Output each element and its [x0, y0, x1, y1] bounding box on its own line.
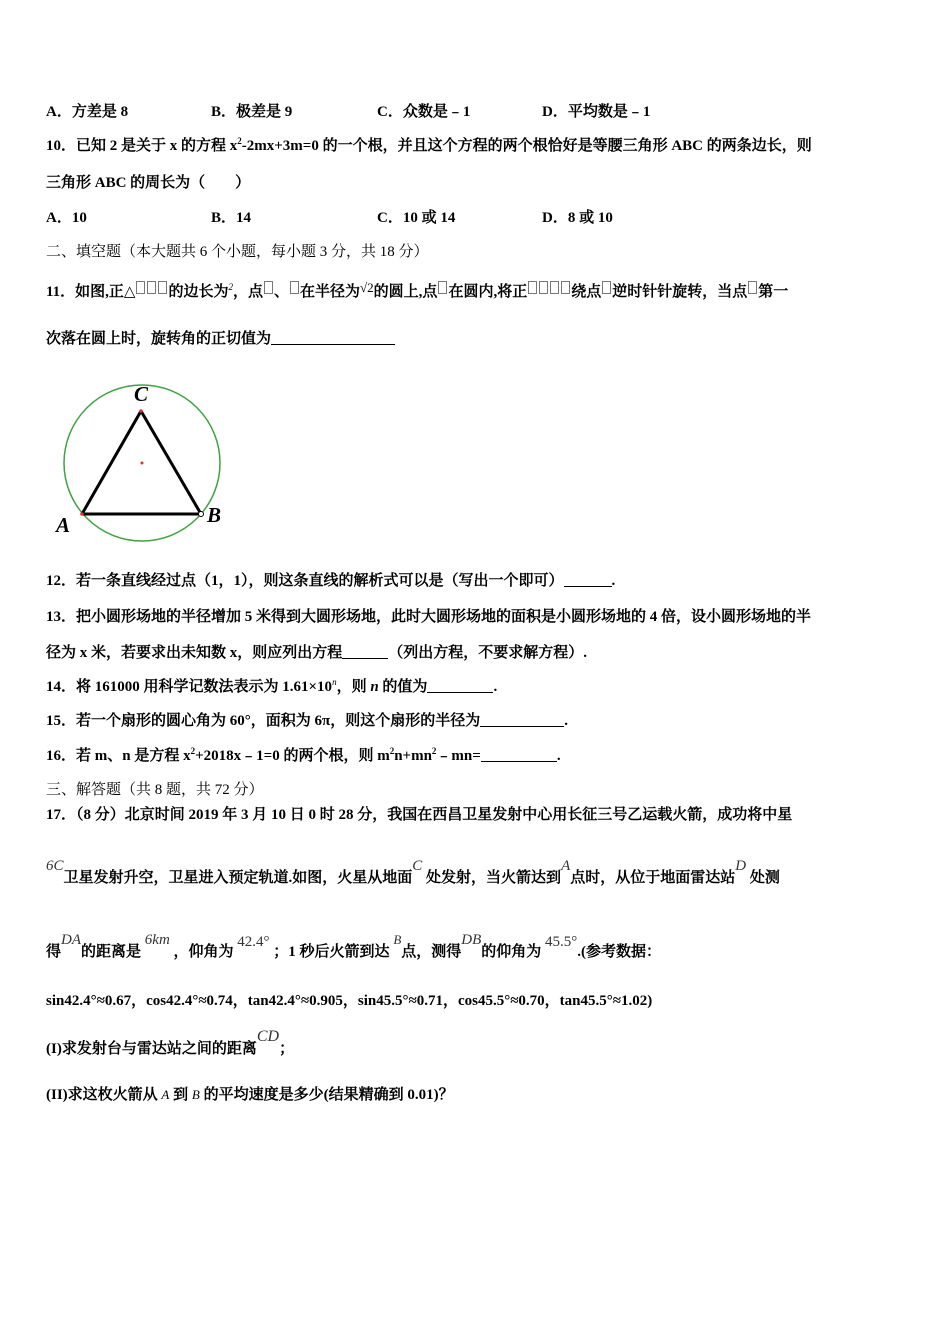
q9-option-b: B．极差是 9	[211, 104, 293, 120]
q17-t2d: 处测	[749, 870, 780, 886]
q16-a: 16．若 m、n 是方程 x	[46, 748, 191, 764]
q13-line2	[46, 644, 587, 662]
q17-t3f: 的仰角为	[481, 944, 542, 960]
q13-line1: 13．把小圆形场地的半径增加 5 米得到大圆形场地，此时大圆形场地的面积是小圆形场地的 4 倍，设小圆形场地的半	[46, 609, 812, 625]
q11-t2: 的边长为	[168, 284, 229, 300]
point-b	[199, 512, 204, 517]
q11-t9: 逆时针针旋转，当点	[612, 284, 748, 300]
placeholder-box	[290, 281, 299, 294]
q17-t3d: ；1 秒后火箭到达	[273, 944, 390, 960]
math-db: DB	[461, 932, 482, 948]
math-6km: 6km	[144, 932, 170, 948]
q17-t2b: 处发射，当火箭达到	[426, 870, 562, 886]
placeholder-box	[748, 281, 757, 294]
q15	[46, 712, 568, 730]
q11-t3: ，点	[232, 284, 263, 300]
q11-t6: 的圆上,点	[373, 284, 438, 300]
q14-b: ，则	[336, 679, 367, 695]
q16-end: .	[556, 748, 561, 764]
placeholder-box	[264, 281, 273, 294]
q17-p2b: 到	[173, 1087, 189, 1103]
q11-t5: 在半径为	[300, 284, 361, 300]
answer-blank[interactable]	[342, 644, 388, 659]
q13-line2b: （列出方程，不要求解方程）.	[388, 645, 588, 661]
math-cd: CD	[256, 1028, 280, 1045]
placeholder-box	[147, 281, 156, 294]
point-c	[139, 409, 143, 413]
q11-t8: 绕点	[571, 284, 602, 300]
label-b: B	[207, 503, 222, 527]
q11-t4: 、	[274, 284, 290, 300]
q11-side-value: 2	[228, 282, 233, 292]
q16-d: ﹣mn=	[436, 748, 481, 764]
q14-end: .	[493, 679, 498, 695]
q14-n: n	[370, 679, 379, 695]
q10-text-1: 10．已知 2 是关于 x 的方程 x	[46, 138, 238, 154]
q12	[46, 572, 615, 590]
q16-b: +2018x﹣1=0 的两个根，则 m	[195, 748, 390, 764]
q11-t1: 11．如图,正△	[46, 284, 136, 300]
q17-t2a: 卫星发射升空，卫星进入预定轨道.如图，火星从地面	[63, 870, 413, 886]
placeholder-box	[136, 281, 145, 294]
math-d: D	[735, 858, 747, 874]
section-2-heading: 二、填空题（本大题共 6 个小题，每小题 3 分，共 18 分）	[46, 244, 429, 260]
q14-a: 14．将 161000 用科学记数法表示为 1.61×10	[46, 679, 333, 695]
q10-line1	[46, 137, 812, 155]
q11-radius: √2	[360, 280, 374, 295]
point-a	[80, 512, 84, 516]
q17-line1: 17．（8 分）北京时间 2019 年 3 月 10 日 0 时 28 分，我国在西昌卫星发射中心用长征三号乙运载火箭，成功将中星	[46, 807, 793, 823]
q16-sup1: 2	[190, 746, 196, 756]
label-c: C	[134, 382, 149, 406]
answer-blank[interactable]	[271, 330, 395, 345]
q11-line1	[46, 281, 788, 301]
math-b-2: B	[191, 1087, 200, 1102]
q10-line2: 三角形 ABC 的周长为（ ）	[46, 175, 251, 191]
q10-option-d: D．8 或 10	[542, 210, 613, 226]
q17-p2c: 的平均速度是多少(结果精确到 0.01)？	[203, 1087, 454, 1103]
q12-end: .	[611, 573, 616, 589]
q17-t3a: 得	[46, 944, 62, 960]
math-42-4: 42.4°	[237, 934, 270, 950]
q16-sup3: 2	[431, 746, 437, 756]
placeholder-box	[539, 281, 548, 294]
math-45-5: 45.5°	[545, 934, 578, 950]
math-6c: 6C	[46, 858, 64, 874]
q11-t10: 第一	[758, 284, 789, 300]
q14-sup: n	[332, 677, 337, 687]
section-3-heading: 三、解答题（共 8 题，共 72 分）	[46, 782, 264, 798]
q10-option-b: B．14	[211, 210, 252, 226]
center-point	[141, 462, 144, 465]
q10-option-c: C．10 或 14	[377, 210, 456, 226]
q17-p2a: (II)求这枚火箭从	[46, 1087, 158, 1103]
q13-line2a: 径为 x 米，若要求出未知数 x，则应列出方程	[46, 645, 343, 661]
q17-p1b: ；	[279, 1041, 295, 1057]
placeholder-box	[602, 281, 611, 294]
q17-t3e: 点，测得	[401, 944, 462, 960]
placeholder-box	[158, 281, 167, 294]
placeholder-box	[561, 281, 570, 294]
q9-option-c: C．众数是﹣1	[377, 104, 471, 120]
math-a: A	[561, 858, 571, 874]
q14	[46, 678, 497, 696]
answer-blank[interactable]	[564, 572, 612, 587]
label-a: A	[56, 513, 71, 537]
q17-ref-data: sin42.4°≈0.67，cos42.4°≈0.74，tan42.4°≈0.905，sin45.5°≈0.71，cos45.5°≈0.70，tan45.5°≈1.02)	[46, 993, 653, 1009]
q14-c: 的值为	[382, 679, 428, 695]
placeholder-box	[528, 281, 537, 294]
answer-blank[interactable]	[427, 678, 493, 693]
q17-line3	[46, 932, 662, 961]
placeholder-box	[550, 281, 559, 294]
math-a-2: A	[161, 1087, 170, 1102]
q16-sup2: 2	[389, 746, 395, 756]
q17-part2	[46, 1086, 454, 1104]
q17-t3g: .(参考数据：	[577, 944, 662, 960]
q15-text: 15．若一个扇形的圆心角为 60°，面积为 6π，则这个扇形的半径为	[46, 713, 481, 729]
q17-t3b: 的距离是	[81, 944, 142, 960]
q11-line2-text: 次落在圆上时，旋转角的正切值为	[46, 331, 272, 347]
q9-option-d: D．平均数是﹣1	[542, 104, 651, 120]
q11-t7: 在圆内,将正	[448, 284, 528, 300]
triangle-circle-figure	[50, 375, 240, 545]
q10-text-2: -2mx+3m=0 的一个根，并且这个方程的两个根恰好是等腰三角形 ABC 的两条边长，则	[241, 138, 812, 154]
placeholder-box	[438, 281, 447, 294]
q15-end: .	[564, 713, 568, 729]
q17-t3c: ，仰角为	[173, 944, 234, 960]
q17-p1a: (I)求发射台与雷达站之间的距离	[46, 1041, 257, 1057]
q17-t2c: 点时，从位于地面雷达站	[570, 870, 736, 886]
q10-option-a: A．10	[46, 210, 87, 226]
q17-line2	[46, 858, 780, 887]
q11-line2	[46, 330, 395, 348]
q16-c: n+mn	[394, 748, 432, 764]
math-b: B	[393, 932, 402, 947]
answer-blank[interactable]	[481, 747, 557, 762]
q10-sup: 2	[237, 136, 242, 146]
q9-option-a: A．方差是 8	[46, 104, 129, 120]
q17-part1	[46, 1028, 295, 1058]
q16	[46, 747, 561, 765]
math-c: C	[412, 858, 423, 874]
answer-blank[interactable]	[480, 712, 564, 727]
q12-text: 12．若一条直线经过点（1，1），则这条直线的解析式可以是（写出一个即可）	[46, 573, 564, 589]
math-da: DA	[61, 932, 82, 948]
